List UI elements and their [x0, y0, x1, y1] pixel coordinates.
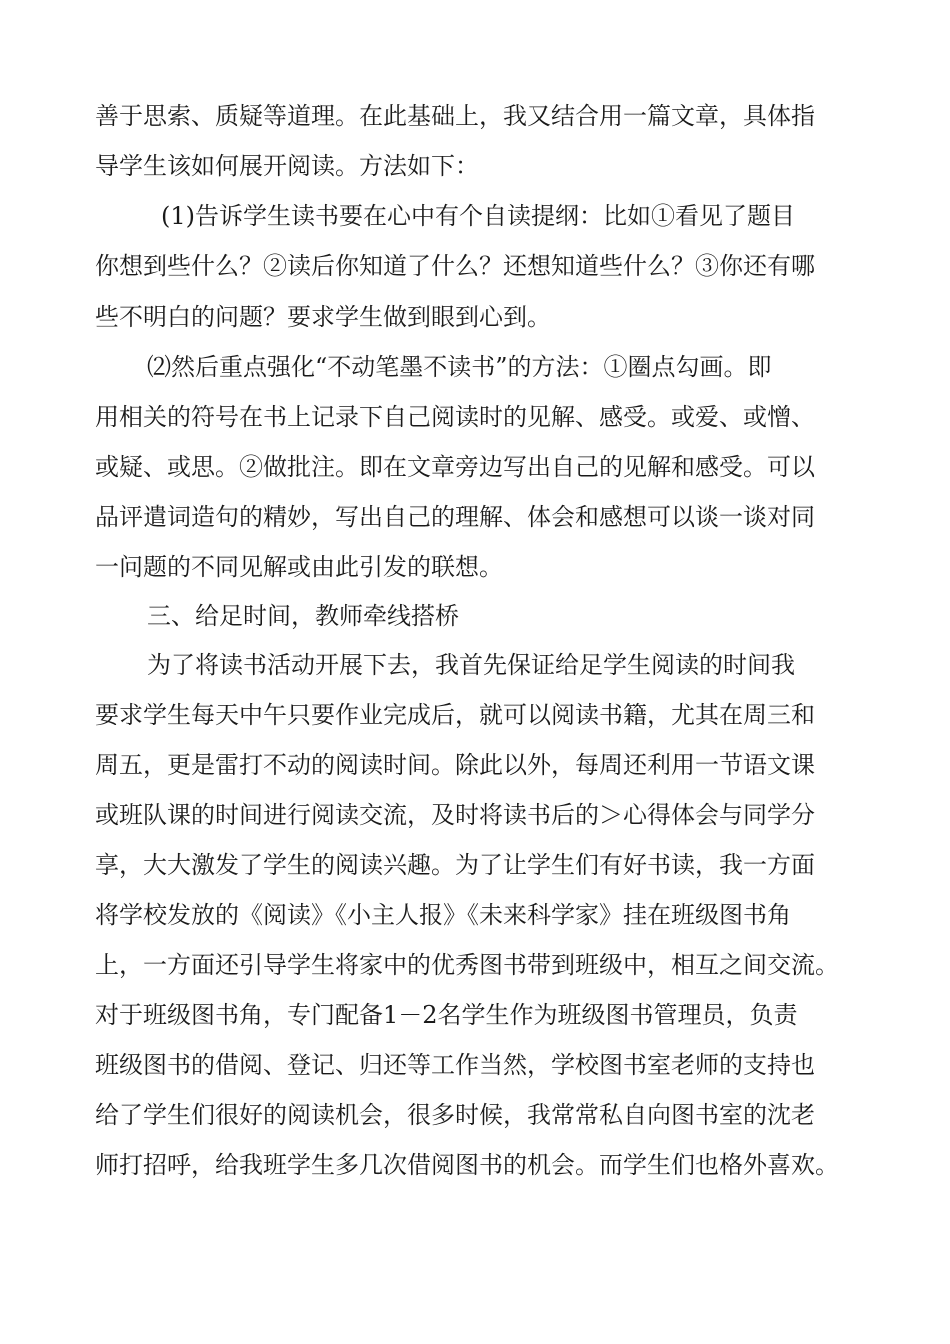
text-line: 将学校发放的《阅读》《小主人报》《未来科学家》挂在班级图书角 [95, 901, 791, 929]
text-line: 要求学生每天中午只要作业完成后，就可以阅读书籍，尤其在周三和 [95, 701, 815, 729]
text-line: 给了学生们很好的阅读机会，很多时候，我常常私自向图书室的沈老 [95, 1101, 815, 1129]
text-line: 对于班级图书角，专门配备1－2名学生作为班级图书管理员，负责 [95, 1001, 798, 1029]
text-line: 善于思索、质疑等道理。在此基础上，我又结合用一篇文章，具体指 [95, 102, 815, 130]
text-line: 或班队课的时间进行阅读交流，及时将读书后的＞心得体会与同学分 [95, 801, 815, 829]
text-line: (1)告诉学生读书要在心中有个自读提纲：比如①看见了题目 [161, 202, 795, 230]
text-line: ⑵然后重点强化“不动笔墨不读书”的方法：①圈点勾画。即 [147, 353, 772, 381]
text-line: 为了将读书活动开展下去，我首先保证给足学生阅读的时间我 [147, 651, 795, 679]
text-line: 用相关的符号在书上记录下自己阅读时的见解、感受。或爱、或憎、 [95, 403, 815, 431]
text-line: 导学生该如何展开阅读。方法如下： [95, 152, 479, 180]
text-line: 师打招呼，给我班学生多几次借阅图书的机会。而学生们也格外喜欢。 [95, 1151, 839, 1179]
text-line: 上，一方面还引导学生将家中的优秀图书带到班级中，相互之间交流。 [95, 951, 839, 979]
section-heading: 三、给足时间，教师牵线搭桥 [147, 602, 459, 630]
text-line: 一问题的不同见解或由此引发的联想。 [95, 553, 503, 581]
text-line: 你想到些什么？②读后你知道了什么？还想知道些什么？③你还有哪 [95, 252, 815, 280]
text-line: 品评遣词造句的精妙，写出自己的理解、体会和感想可以谈一谈对同 [95, 503, 815, 531]
text-line: 些不明白的问题？要求学生做到眼到心到。 [95, 303, 551, 331]
text-line: 或疑、或思。②做批注。即在文章旁边写出自己的见解和感受。可以 [95, 453, 815, 481]
text-line: 周五，更是雷打不动的阅读时间。除此以外，每周还利用一节语文课 [95, 751, 815, 779]
text-line: 班级图书的借阅、登记、归还等工作当然，学校图书室老师的支持也 [95, 1051, 815, 1079]
text-line: 享，大大激发了学生的阅读兴趣。为了让学生们有好书读，我一方面 [95, 851, 815, 879]
